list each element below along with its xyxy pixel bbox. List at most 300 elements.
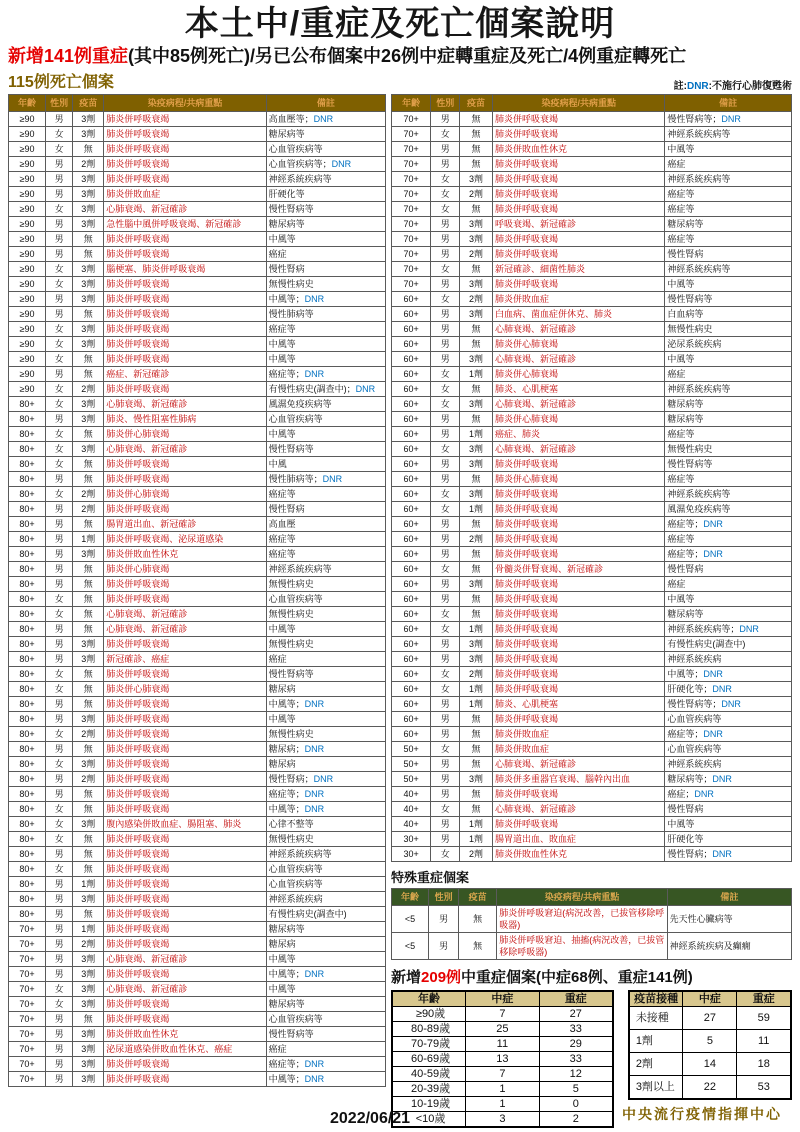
note-cell: 慢性腎病 (665, 247, 792, 262)
death-case-row (392, 352, 792, 367)
note-cell: 無慢性病史 (266, 607, 385, 622)
age-cell: 70+ (9, 1072, 46, 1087)
death-case-row (392, 712, 792, 727)
sex-cell: 男 (429, 933, 459, 960)
death-case-row (392, 412, 792, 427)
vaccine-cell: 3劑 (73, 1072, 104, 1087)
age-group-cell: 10-19歲 (392, 1097, 466, 1112)
severe-count-cell: 59 (737, 1007, 791, 1030)
death-case-row (392, 187, 792, 202)
vaccine-cell: 1劑 (460, 682, 493, 697)
course-cell: 肺炎併呼吸衰竭 (104, 502, 266, 517)
course-cell: 肺炎併呼吸衰竭 (493, 202, 665, 217)
special-cases-table (391, 888, 792, 960)
note-cell: 中風等 (665, 817, 792, 832)
age-cell: 80+ (9, 877, 46, 892)
age-summary-row (392, 1097, 613, 1112)
dnr-label: DNR (703, 549, 723, 559)
course-cell: 肺炎併呼吸衰竭 (104, 757, 266, 772)
dnr-label: DNR (686, 81, 709, 92)
vaccine-cell: 3劑 (73, 1057, 104, 1072)
death-case-row (9, 757, 386, 772)
age-cell: 60+ (392, 607, 431, 622)
sex-cell: 男 (431, 112, 460, 127)
course-cell: 肺炎併呼吸衰竭 (104, 847, 266, 862)
note-cell: 癌症等；DNR (266, 787, 385, 802)
course-cell: 肺炎併呼吸衰竭 (493, 577, 665, 592)
death-case-row (9, 922, 386, 937)
sex-cell: 男 (431, 772, 460, 787)
death-case-row (9, 892, 386, 907)
age-cell: 80+ (9, 412, 46, 427)
course-cell: 肺炎併呼吸窘迫、抽搐(病況改善，已拔管移除呼吸器) (497, 933, 667, 960)
vaccine-cell: 3劑 (73, 952, 104, 967)
note-cell: 糖尿病等 (665, 607, 792, 622)
course-cell: 腹內感染併敗血症、腸阻塞、肺炎 (104, 817, 266, 832)
column-header: 性別 (46, 95, 73, 112)
death-case-row (392, 832, 792, 847)
sex-cell: 男 (46, 292, 73, 307)
note-cell: 神經系統疾病 (266, 892, 385, 907)
age-cell: 80+ (9, 742, 46, 757)
dnr-label: DNR (694, 789, 714, 799)
age-cell: 60+ (392, 337, 431, 352)
death-case-row (392, 622, 792, 637)
sex-cell: 女 (46, 997, 73, 1012)
dnr-label: DNR (304, 804, 325, 814)
sex-cell: 女 (46, 352, 73, 367)
sex-cell: 男 (46, 367, 73, 382)
course-cell: 肺炎併呼吸衰竭 (104, 1012, 266, 1027)
death-case-row (9, 367, 386, 382)
vaccine-cell: 無 (73, 592, 104, 607)
course-cell: 肺炎併呼吸衰竭 (493, 457, 665, 472)
death-case-row (9, 487, 386, 502)
vaccine-cell: 無 (73, 427, 104, 442)
death-case-row (9, 127, 386, 142)
course-cell: 肺炎併呼吸衰竭 (104, 382, 266, 397)
vaccine-cell: 3劑 (73, 997, 104, 1012)
vaccine-status-cell: 2劑 (629, 1053, 683, 1076)
course-cell: 肺炎併呼吸衰竭 (493, 607, 665, 622)
vaccine-cell: 無 (73, 517, 104, 532)
special-case-row (392, 933, 792, 960)
vaccine-cell: 1劑 (460, 427, 493, 442)
moderate-count-cell: 7 (466, 1067, 540, 1082)
vaccine-cell: 3劑 (460, 172, 493, 187)
death-case-row (392, 607, 792, 622)
death-case-row (392, 577, 792, 592)
vaccine-cell: 1劑 (73, 922, 104, 937)
course-cell: 肺炎併呼吸衰竭 (493, 712, 665, 727)
course-cell: 肺炎併呼吸衰竭 (104, 142, 266, 157)
column-header: 染疫病程/共病重點 (493, 95, 665, 112)
sex-cell: 男 (46, 562, 73, 577)
course-cell: 肺炎併心肺衰竭 (104, 487, 266, 502)
course-cell: 肺炎併呼吸衰竭 (104, 457, 266, 472)
vaccine-cell: 3劑 (460, 442, 493, 457)
age-cell: 70+ (392, 172, 431, 187)
dnr-label: DNR (721, 699, 741, 709)
sex-cell: 男 (431, 247, 460, 262)
note-cell: 神經系統疾病等 (665, 382, 792, 397)
moderate-count-cell: 13 (466, 1052, 540, 1067)
note-cell: 糖尿病 (266, 757, 385, 772)
dnr-label: DNR (304, 369, 325, 379)
age-cell: 60+ (392, 487, 431, 502)
sex-cell: 女 (46, 592, 73, 607)
note-cell: 肝硬化等；DNR (665, 682, 792, 697)
column-header: 重症 (539, 991, 613, 1007)
sex-cell: 男 (431, 142, 460, 157)
age-cell: 40+ (392, 802, 431, 817)
moderate-count-cell: 22 (683, 1076, 737, 1100)
death-case-row (9, 712, 386, 727)
death-case-row (392, 592, 792, 607)
course-cell: 肺炎併呼吸衰竭 (104, 697, 266, 712)
sex-cell: 男 (431, 337, 460, 352)
note-cell: 無慢性病史 (665, 442, 792, 457)
death-case-row (9, 682, 386, 697)
vaccine-cell: 3劑 (73, 277, 104, 292)
death-case-row (9, 1057, 386, 1072)
course-cell: 心肺衰竭、新冠確診 (493, 442, 665, 457)
death-case-row (392, 277, 792, 292)
age-cell: 70+ (392, 142, 431, 157)
death-case-row (9, 787, 386, 802)
note-cell: 神經系統疾病 (665, 757, 792, 772)
moderate-count-cell: 5 (683, 1030, 737, 1053)
sex-cell: 女 (46, 337, 73, 352)
course-cell: 心肺衰竭、新冠確診 (104, 202, 266, 217)
age-group-cell: 20-39歲 (392, 1082, 466, 1097)
vaccine-cell: 無 (73, 907, 104, 922)
sex-cell: 女 (431, 127, 460, 142)
death-case-row (9, 862, 386, 877)
sex-cell: 男 (46, 547, 73, 562)
dnr-label: DNR (739, 624, 759, 634)
course-cell: 肺炎併呼吸衰竭 (104, 742, 266, 757)
age-cell: 70+ (392, 187, 431, 202)
course-cell: 肺炎併呼吸衰竭 (104, 352, 266, 367)
age-cell: 70+ (392, 277, 431, 292)
death-case-row (392, 667, 792, 682)
course-cell: 肺炎併呼吸衰竭 (104, 772, 266, 787)
death-case-row (392, 637, 792, 652)
age-cell: 60+ (392, 562, 431, 577)
course-cell: 心肺衰竭、新冠確診 (104, 442, 266, 457)
course-cell: 肺炎併呼吸衰竭 (104, 667, 266, 682)
death-case-row (392, 802, 792, 817)
sex-cell: 男 (431, 232, 460, 247)
note-cell: 癌症等；DNR (665, 547, 792, 562)
death-case-row (392, 382, 792, 397)
sex-cell: 女 (431, 607, 460, 622)
age-cell: 70+ (9, 937, 46, 952)
sex-cell: 男 (429, 906, 459, 933)
age-cell: 80+ (9, 592, 46, 607)
vaccine-cell: 3劑 (73, 442, 104, 457)
vaccine-cell: 無 (73, 622, 104, 637)
report-date: 2022/06/21 (330, 1110, 411, 1127)
dnr-label: DNR (304, 744, 325, 754)
course-cell: 心肺衰竭、新冠確診 (104, 982, 266, 997)
sex-cell: 女 (431, 442, 460, 457)
dnr-label: DNR (331, 159, 352, 169)
note-cell: 慢性腎病 (665, 562, 792, 577)
age-cell: 60+ (392, 442, 431, 457)
note-cell: 心血管疾病等 (266, 877, 385, 892)
note-cell: 心律不整等 (266, 817, 385, 832)
moderate-count-cell: 25 (466, 1022, 540, 1037)
column-header: 疫苗接種 (629, 991, 683, 1007)
vaccine-cell: 1劑 (73, 877, 104, 892)
note-cell: 慢性肺病等；DNR (266, 472, 385, 487)
course-cell: 肺炎併呼吸衰竭 (493, 592, 665, 607)
age-cell: 60+ (392, 667, 431, 682)
note-cell: 糖尿病 (266, 682, 385, 697)
sex-cell: 女 (431, 802, 460, 817)
age-summary-row (392, 1022, 613, 1037)
age-cell: 60+ (392, 517, 431, 532)
age-cell: 80+ (9, 787, 46, 802)
course-cell: 肺炎併呼吸衰竭、泌尿道感染 (104, 532, 266, 547)
dnr-footnote: 註:DNR:不施行心肺復甦術 (673, 81, 792, 92)
severe-count-cell: 0 (539, 1097, 613, 1112)
note-cell: 心血管疾病等 (266, 142, 385, 157)
sex-cell: 男 (46, 1012, 73, 1027)
sex-cell: 男 (46, 1057, 73, 1072)
age-cell: 80+ (9, 817, 46, 832)
course-cell: 肺炎併呼吸衰竭 (104, 157, 266, 172)
note-cell: 中風等 (665, 277, 792, 292)
death-case-row (392, 757, 792, 772)
sex-cell: 男 (46, 892, 73, 907)
vaccine-cell: 無 (460, 337, 493, 352)
vaccine-cell: 無 (73, 1012, 104, 1027)
age-cell: ≥90 (9, 217, 46, 232)
age-cell: 60+ (392, 457, 431, 472)
age-cell: 60+ (392, 412, 431, 427)
vaccine-cell: 1劑 (460, 502, 493, 517)
course-cell: 肺炎併敗血症 (493, 742, 665, 757)
vaccine-cell: 無 (73, 742, 104, 757)
header-row (392, 95, 792, 112)
age-cell: 40+ (392, 817, 431, 832)
note-cell: 肝硬化等 (266, 187, 385, 202)
death-case-row (9, 457, 386, 472)
course-cell: 肺炎併呼吸衰竭 (104, 232, 266, 247)
age-cell: ≥90 (9, 382, 46, 397)
severe-count-cell: 29 (539, 1037, 613, 1052)
age-summary-row (392, 1112, 613, 1128)
age-cell: ≥90 (9, 142, 46, 157)
note-cell: 癌症等；DNR (266, 1057, 385, 1072)
course-cell: 肺炎併呼吸衰竭 (104, 322, 266, 337)
age-cell: ≥90 (9, 112, 46, 127)
death-case-row (9, 997, 386, 1012)
sex-cell: 男 (46, 232, 73, 247)
column-header: 備註 (667, 889, 791, 906)
death-case-row (9, 262, 386, 277)
note-cell: 慢性腎病等 (266, 442, 385, 457)
moderate-count-cell: 11 (466, 1037, 540, 1052)
note-cell: 神經系統疾病等 (665, 262, 792, 277)
death-case-row (9, 727, 386, 742)
vaccine-cell: 3劑 (73, 652, 104, 667)
death-case-row (392, 427, 792, 442)
death-case-row (9, 142, 386, 157)
note-cell: 無慢性病史 (266, 832, 385, 847)
sex-cell: 女 (431, 487, 460, 502)
course-cell: 肺炎併呼吸衰竭 (104, 892, 266, 907)
course-cell: 肺炎併呼吸窘迫(病況改善，已拔管移除呼吸器) (497, 906, 667, 933)
vaccine-cell: 3劑 (73, 817, 104, 832)
sex-cell: 女 (46, 457, 73, 472)
vaccine-status-cell: 1劑 (629, 1030, 683, 1053)
death-case-row (9, 967, 386, 982)
death-case-row (9, 307, 386, 322)
age-cell: 80+ (9, 712, 46, 727)
vaccine-cell: 3劑 (460, 352, 493, 367)
age-cell: 60+ (392, 727, 431, 742)
age-cell: 70+ (9, 1027, 46, 1042)
death-case-row (392, 307, 792, 322)
vaccine-cell: 無 (73, 307, 104, 322)
death-case-row (9, 877, 386, 892)
age-cell: 70+ (392, 112, 431, 127)
vaccine-cell: 無 (73, 847, 104, 862)
dnr-label: DNR (304, 1059, 325, 1069)
course-cell: 肺炎併心肺衰竭 (493, 337, 665, 352)
sex-cell: 女 (431, 202, 460, 217)
age-cell: 70+ (392, 127, 431, 142)
sex-cell: 女 (431, 622, 460, 637)
death-case-row (9, 187, 386, 202)
severe-count-cell: 12 (539, 1067, 613, 1082)
death-case-row (392, 202, 792, 217)
note-cell: 糖尿病 (266, 937, 385, 952)
column-header: 疫苗 (460, 95, 493, 112)
death-case-row (9, 112, 386, 127)
death-case-row (9, 247, 386, 262)
sex-cell: 男 (431, 322, 460, 337)
death-case-row (392, 367, 792, 382)
note-cell: 慢性腎病等 (266, 202, 385, 217)
course-cell: 肺炎併呼吸衰竭 (104, 592, 266, 607)
dnr-label: DNR (355, 384, 376, 394)
vaccine-cell: 2劑 (73, 772, 104, 787)
age-cell: 70+ (9, 1012, 46, 1027)
age-cell: 80+ (9, 637, 46, 652)
note-cell: 神經系統疾病等 (665, 487, 792, 502)
vaccine-cell: 3劑 (73, 412, 104, 427)
age-cell: 80+ (9, 847, 46, 862)
death-case-row (392, 562, 792, 577)
course-cell: 肺炎併呼吸衰竭 (493, 502, 665, 517)
sex-cell: 男 (46, 847, 73, 862)
age-cell: 60+ (392, 592, 431, 607)
note-cell: 白血病等 (665, 307, 792, 322)
note-cell: 癌症 (665, 367, 792, 382)
severe-count-cell: 18 (737, 1053, 791, 1076)
vaccine-cell: 無 (73, 577, 104, 592)
death-case-row (392, 457, 792, 472)
course-cell: 肺炎併心肺衰竭 (104, 682, 266, 697)
age-cell: 60+ (392, 472, 431, 487)
sex-cell: 女 (431, 562, 460, 577)
sex-cell: 女 (46, 382, 73, 397)
age-cell: 60+ (392, 697, 431, 712)
note-cell: 癌症等 (266, 322, 385, 337)
death-case-row (9, 232, 386, 247)
note-cell: 糖尿病等 (665, 412, 792, 427)
moderate-count-cell: 1 (466, 1082, 540, 1097)
death-case-row (392, 697, 792, 712)
header-row (629, 991, 791, 1007)
course-cell: 肺炎併敗血症 (493, 292, 665, 307)
vaccine-cell: 2劑 (460, 247, 493, 262)
age-cell: 60+ (392, 502, 431, 517)
age-cell: ≥90 (9, 337, 46, 352)
vaccine-cell: 3劑 (73, 397, 104, 412)
age-cell: 60+ (392, 682, 431, 697)
vaccine-cell: 2劑 (73, 937, 104, 952)
age-summary-row (392, 1052, 613, 1067)
sex-cell: 男 (431, 727, 460, 742)
age-cell: 80+ (9, 532, 46, 547)
sex-cell: 男 (46, 472, 73, 487)
course-cell: 肺炎併敗血症 (493, 727, 665, 742)
age-summary-row (392, 1007, 613, 1022)
course-cell: 肺炎併呼吸衰竭 (493, 127, 665, 142)
note-cell: 癌症等 (665, 532, 792, 547)
death-case-row (9, 472, 386, 487)
course-cell: 肺炎併呼吸衰竭 (104, 1072, 266, 1087)
dnr-label: DNR (304, 699, 325, 709)
age-cell: 80+ (9, 727, 46, 742)
dnr-label: DNR (712, 684, 732, 694)
summary-heading: 新增209例中重症個案(中症68例、重症141例) (391, 969, 693, 986)
age-cell: 50+ (392, 757, 431, 772)
sex-cell: 女 (46, 682, 73, 697)
vaccine-cell: 3劑 (460, 577, 493, 592)
vaccine-cell: 無 (460, 262, 493, 277)
death-case-row (392, 517, 792, 532)
note-cell: 中風等 (266, 427, 385, 442)
sex-cell: 女 (46, 262, 73, 277)
note-cell: 神經系統疾病 (665, 652, 792, 667)
death-case-row (9, 502, 386, 517)
age-cell: ≥90 (9, 277, 46, 292)
death-case-row (9, 832, 386, 847)
vaccine-cell: 無 (460, 517, 493, 532)
note-cell: 無慢性病史 (266, 577, 385, 592)
vaccine-cell: 2劑 (73, 382, 104, 397)
course-cell: 肺炎併呼吸衰竭 (104, 922, 266, 937)
column-header: 疫苗 (459, 889, 497, 906)
header-row (392, 889, 792, 906)
note-cell: 中風等 (266, 982, 385, 997)
vaccine-cell: 3劑 (73, 202, 104, 217)
vaccine-cell: 3劑 (73, 112, 104, 127)
sex-cell: 男 (431, 472, 460, 487)
death-case-row (392, 262, 792, 277)
sex-cell: 男 (46, 922, 73, 937)
note-cell: 中風等 (266, 352, 385, 367)
death-case-row (9, 322, 386, 337)
note-cell: 中風等 (266, 337, 385, 352)
